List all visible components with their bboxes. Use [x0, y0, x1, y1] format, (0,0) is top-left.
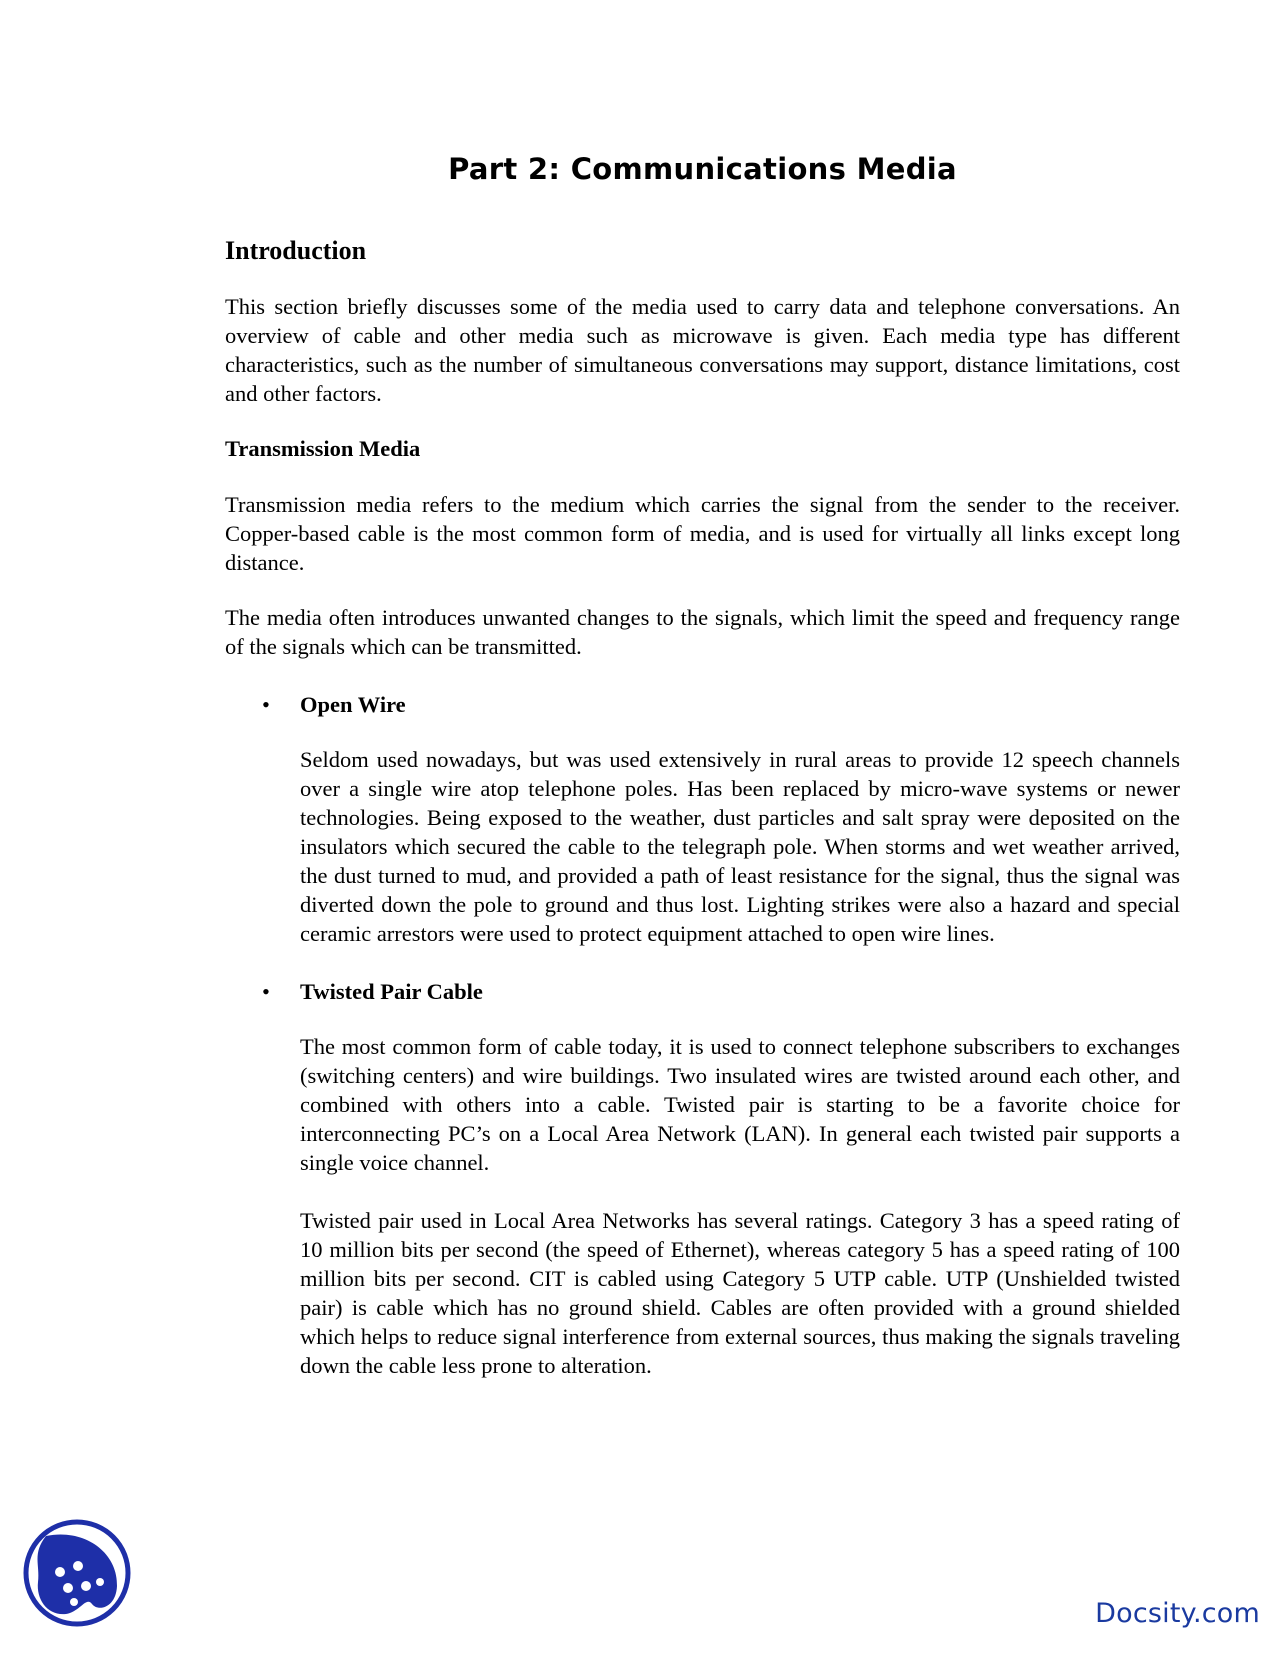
bullet-paragraph: The most common form of cable today, it is used to connect telephone subscribers to exchanges (switching centers) and wire buildings. Two insulated wires are twisted around each other, and combined with others into a cable. Twisted pair is starting to be a favorite choice for interconnecting PC’s on a Local Area Network (LAN). In general each twisted pair supports a single voice channel.: [300, 1034, 1180, 1175]
bullet-icon: •: [262, 979, 270, 1004]
bullet-open-wire: [225, 690, 1180, 948]
transmission-paragraph-1: Transmission media refers to the medium which carries the signal from the sender to the receiver. Copper-based cable is the most common form of media, and is used for virtually all links except long distance.: [225, 492, 1180, 575]
bullet-twisted-pair: [225, 977, 1180, 1380]
bullet-title: Twisted Pair Cable: [300, 979, 483, 1004]
docsity-brand-link[interactable]: Docsity.com: [1095, 1598, 1260, 1629]
docsity-logo-icon[interactable]: [22, 1518, 132, 1628]
bullet-title: Open Wire: [300, 692, 406, 717]
bullet-paragraph: Twisted pair used in Local Area Networks has several ratings. Category 3 has a speed rating of 10 million bits per second (the speed of Ethernet), whereas category 5 has a speed rating of 100 million bits per second. CIT is cabled using Category 5 UTP cable. UTP (Unshielded twisted pair) is cable which has no ground shield. Cables are often provided with a ground shielded which helps to reduce signal interference from external sources, thus making the signals traveling down the cable less prone to alteration.: [300, 1208, 1180, 1378]
introduction-paragraph: This section briefly discusses some of the media used to carry data and telephone conversations. An overview of cable and other media such as microwave is given. Each media type has different characteristics, such as the number of simultaneous conversations may support, distance limitations, cost and other factors.: [225, 294, 1180, 406]
introduction-heading: Introduction: [225, 236, 367, 265]
bullet-icon: •: [262, 692, 270, 717]
transmission-paragraph-2: The media often introduces unwanted changes to the signals, which limit the speed and frequency range of the signals which can be transmitted.: [225, 605, 1180, 659]
page-title: Part 2: Communications Media: [448, 152, 957, 186]
transmission-media-heading: Transmission Media: [225, 436, 421, 461]
bullet-paragraph: Seldom used nowadays, but was used extensively in rural areas to provide 12 speech channels over a single wire atop telephone poles. Has been replaced by micro-wave systems or newer technologies. Being exposed to the weather, dust particles and salt spray were deposited on the insulators which secured the cable to the telegraph pole. When storms and wet weather arrived, the dust turned to mud, and provided a path of least resistance for the signal, thus the signal was diverted down the pole to ground and thus lost. Lighting strikes were also a hazard and special ceramic arrestors were used to protect equipment attached to open wire lines.: [300, 747, 1180, 946]
document-page: [225, 140, 1180, 1380]
